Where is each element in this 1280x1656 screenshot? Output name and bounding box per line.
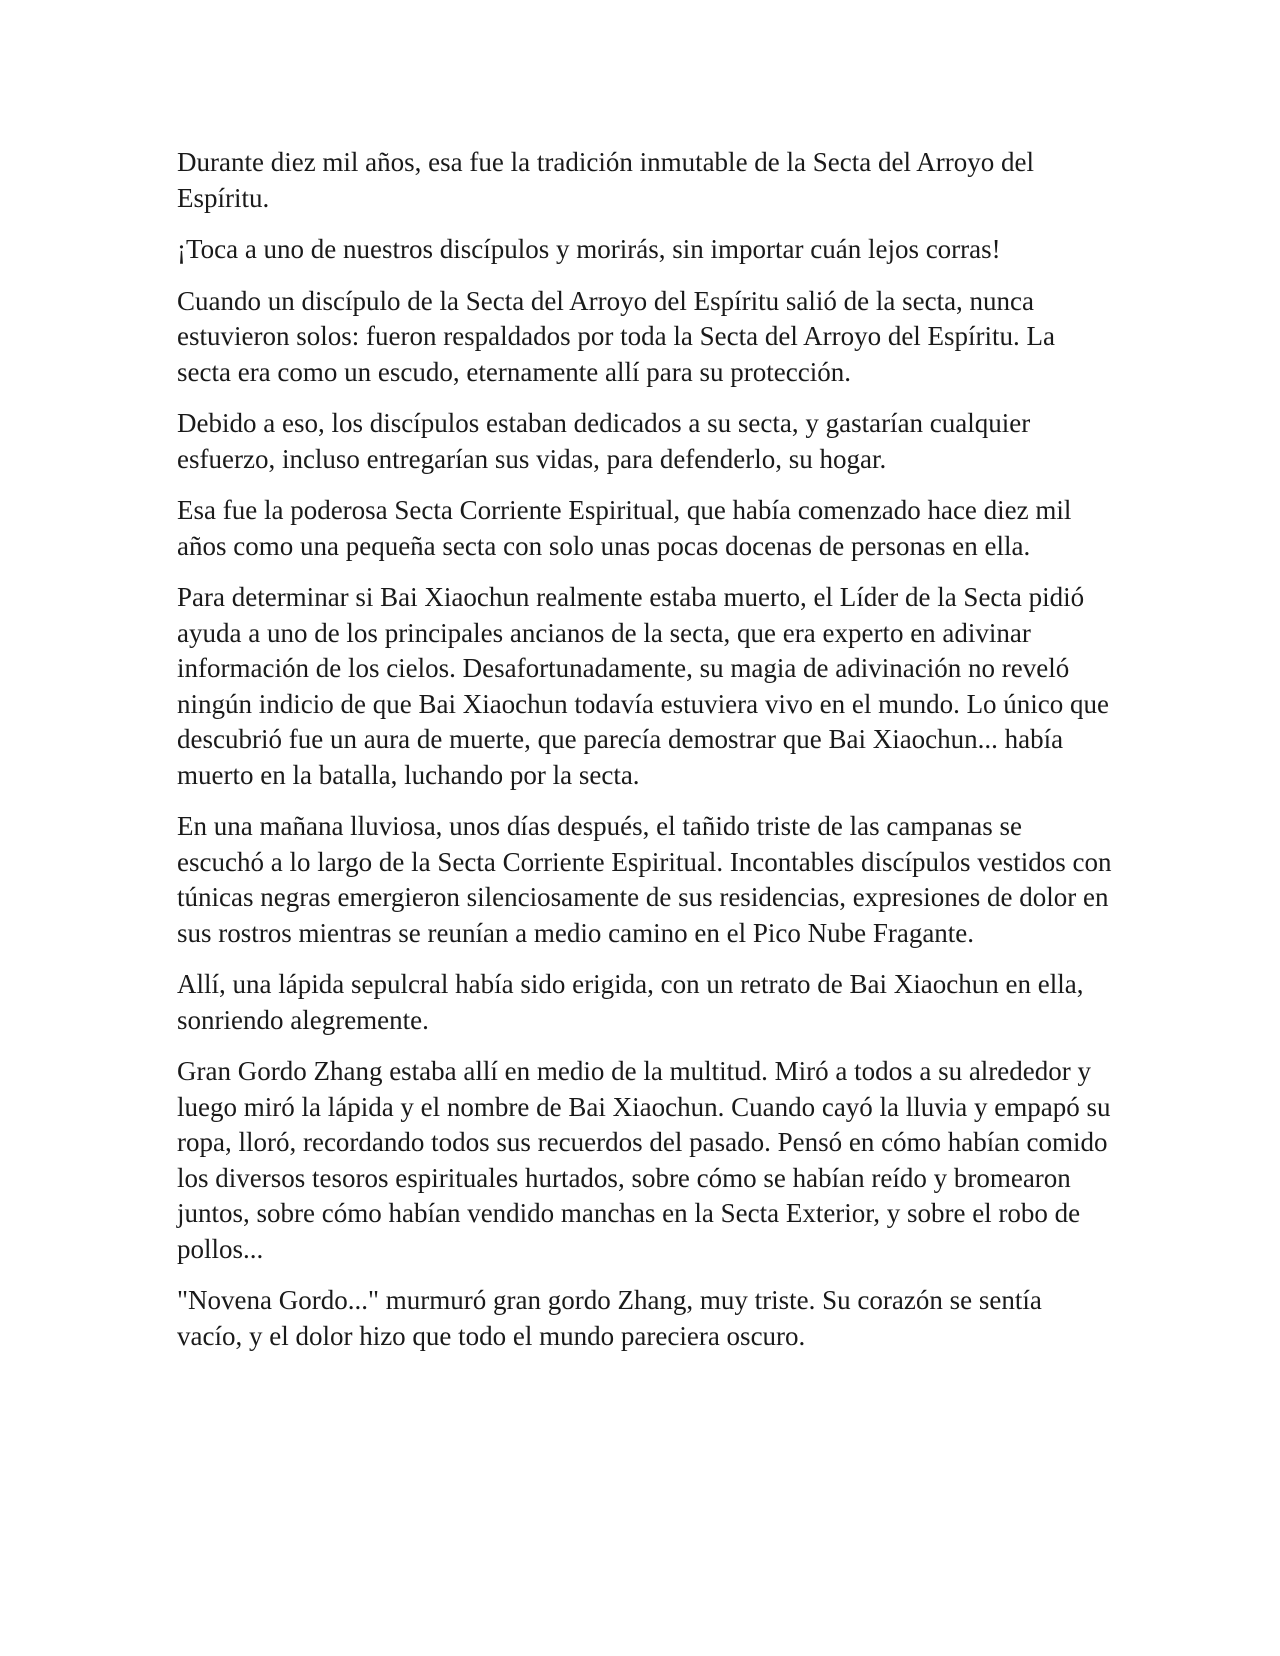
document-page (177, 145, 1112, 1370)
paragraph-8: Allí, una lápida sepulcral había sido erigida, con un retrato de Bai Xiaochun en ella, sonriendo alegremente. (177, 969, 1084, 1035)
paragraph-9: Gran Gordo Zhang estaba allí en medio de la multitud. Miró a todos a su alrededor y luego miró la lápida y el nombre de Bai Xiaochun. Cuando cayó la lluvia y empapó su ropa, lloró, recordando todos sus recuerdos del pasado. Pensó en cómo habían comido los diversos tesoros espirituales hurtados, sobre cómo se habían reído y bromearon juntos, sobre cómo habían vendido manchas en la Secta Exterior, y sobre el robo de pollos... (177, 1056, 1111, 1264)
paragraph-3: Cuando un discípulo de la Secta del Arroyo del Espíritu salió de la secta, nunca estuvieron solos: fueron respaldados por toda la Secta del Arroyo del Espíritu. La secta era como un escudo, eternamente allí para su protección. (177, 285, 1056, 387)
paragraph-4: Debido a eso, los discípulos estaban dedicados a su secta, y gastarían cualquier esfuerzo, incluso entregarían sus vidas, para defenderlo, su hogar. (177, 408, 1031, 474)
paragraph-2: ¡Toca a uno de nuestros discípulos y morirás, sin importar cuán lejos corras! (177, 234, 1001, 264)
paragraph-5: Esa fue la poderosa Secta Corriente Espiritual, que había comenzado hace diez mil años como una pequeña secta con solo unas pocas docenas de personas en ella. (177, 495, 1072, 561)
paragraph-6: Para determinar si Bai Xiaochun realmente estaba muerto, el Líder de la Secta pidió ayuda a uno de los principales ancianos de la secta, que era experto en adivinar información de los cielos. Desafortunadamente, su magia de adivinación no reveló ningún indicio de que Bai Xiaochun todavía estuviera vivo en el mundo. Lo único que descubrió fue un aura de muerte, que parecía demostrar que Bai Xiaochun... había muerto en la batalla, luchando por la secta. (177, 582, 1110, 790)
paragraph-1: Durante diez mil años, esa fue la tradición inmutable de la Secta del Arroyo del Espíritu. (177, 147, 1034, 213)
paragraph-7: En una mañana lluviosa, unos días después, el tañido triste de las campanas se escuchó a lo largo de la Secta Corriente Espiritual. Incontables discípulos vestidos con túnicas negras emergieron silenciosamente de sus residencias, expresiones de dolor en sus rostros mientras se reunían a medio camino en el Pico Nube Fragante. (177, 811, 1112, 948)
paragraph-10: "Novena Gordo..." murmuró gran gordo Zhang, muy triste. Su corazón se sentía vacío, y el dolor hizo que todo el mundo pareciera oscuro. (177, 1285, 1042, 1351)
